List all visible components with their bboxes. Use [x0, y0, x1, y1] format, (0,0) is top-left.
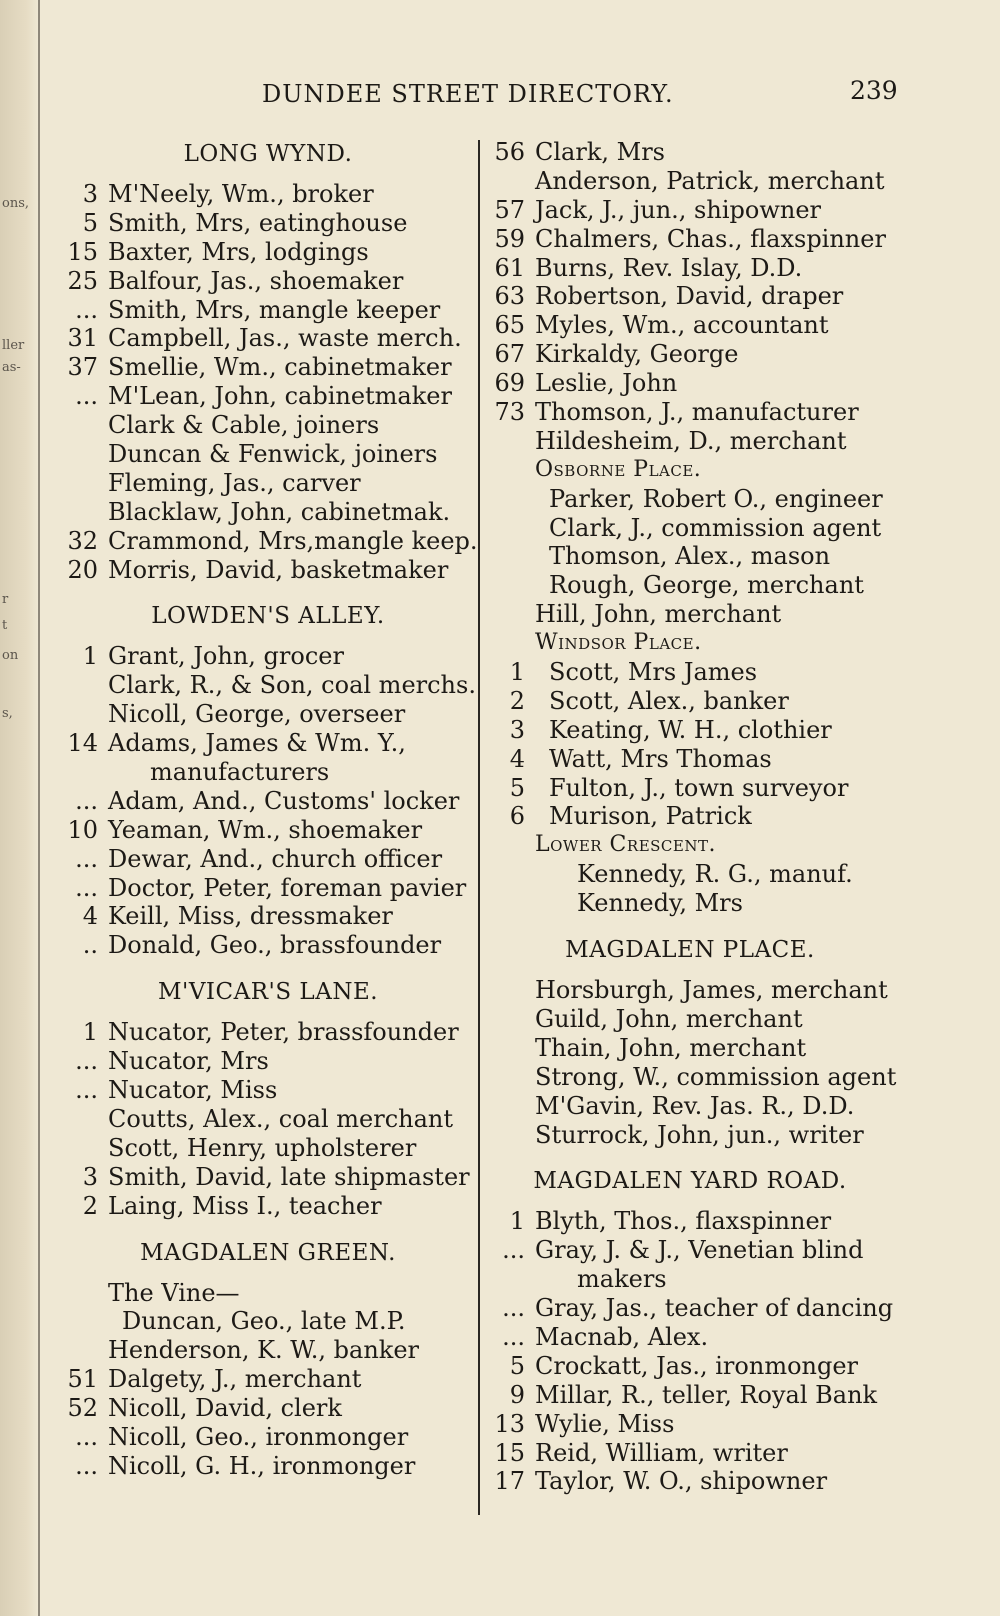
directory-entry [58, 1192, 478, 1221]
house-number: ... [502, 1236, 525, 1265]
resident-name: Wylie, Miss [535, 1409, 675, 1438]
resident-name: M'Neely, Wm., broker [108, 180, 374, 208]
directory-entry [485, 1323, 915, 1352]
house-number: 14 [67, 729, 98, 758]
directory-entry [58, 1307, 478, 1336]
directory-entry [485, 976, 915, 1005]
directory-entry [485, 774, 915, 803]
house-number [485, 1063, 535, 1092]
directory-entry [485, 196, 915, 225]
resident-name: Thomson, Alex., mason [549, 542, 831, 571]
resident-name: Strong, W., commission agent [535, 1062, 897, 1091]
house-number [485, 860, 535, 889]
resident-name: Scott, Alex., banker [549, 686, 789, 715]
house-number [58, 1307, 108, 1336]
house-number: 63 [494, 282, 525, 311]
resident-name: Scott, Henry, upholsterer [108, 1133, 417, 1162]
resident-name: Gray, J. & J., Venetian blind [535, 1236, 864, 1265]
house-number: 69 [494, 369, 525, 398]
house-number [485, 514, 535, 543]
resident-name: Anderson, Patrick, merchant [535, 166, 885, 195]
directory-entry [485, 889, 915, 918]
resident-name: Millar, R., teller, Royal Bank [535, 1380, 878, 1409]
resident-name: Dalgety, J., merchant [108, 1365, 362, 1394]
directory-entry [58, 642, 478, 671]
resident-name: Nicoll, G. H., ironmonger [108, 1451, 416, 1480]
directory-entry [58, 267, 478, 296]
resident-name: Chalmers, Chas., flaxspinner [535, 224, 886, 253]
directory-entry [485, 1236, 915, 1265]
resident-name: Macnab, Alex. [535, 1322, 709, 1351]
directory-entry [58, 1394, 478, 1423]
resident-name: Duncan & Fenwick, joiners [108, 440, 438, 469]
directory-entry [485, 167, 915, 196]
resident-name: Keating, W. H., clothier [549, 715, 832, 744]
directory-entry [58, 1163, 478, 1192]
house-number: 65 [494, 311, 525, 340]
resident-name: Leslie, John [535, 369, 678, 398]
house-number: 1 [82, 1018, 98, 1047]
resident-name: Scott, Mrs James [549, 658, 758, 687]
house-number: 13 [494, 1409, 525, 1438]
resident-name: Horsburgh, James, merchant [535, 976, 888, 1005]
left-column [58, 138, 478, 1481]
directory-entry [485, 1410, 915, 1439]
directory-entry [485, 860, 915, 889]
house-number [485, 1121, 535, 1150]
directory-entry [485, 1034, 915, 1063]
house-number: 31 [67, 324, 98, 353]
house-number: ... [502, 1294, 525, 1323]
house-number: 6 [509, 802, 525, 831]
directory-entry [58, 787, 478, 816]
house-number [58, 1105, 108, 1134]
resident-name: manufacturers [150, 758, 330, 787]
directory-entry [58, 1452, 478, 1481]
place-subheading: Osborne Place. [535, 456, 702, 482]
house-number: ... [75, 1047, 98, 1076]
resident-name: Kennedy, Mrs [577, 889, 743, 918]
resident-name: Adams, James & Wm. Y., [108, 729, 406, 758]
resident-name: Duncan, Geo., late M.P. [122, 1307, 406, 1336]
directory-entry [485, 427, 915, 456]
resident-name: Nucator, Mrs [108, 1047, 269, 1076]
resident-name: Morris, David, basketmaker [108, 555, 449, 584]
resident-name: Sturrock, John, jun., writer [535, 1120, 864, 1149]
gutter-fragment: t [2, 618, 8, 633]
directory-entry [58, 700, 478, 729]
house-number: 32 [67, 526, 98, 555]
resident-name: Taylor, W. O., shipowner [535, 1467, 828, 1496]
directory-entry [485, 802, 915, 831]
house-number: ... [75, 1076, 98, 1105]
house-number: 56 [494, 138, 525, 166]
directory-entry [485, 485, 915, 514]
directory-entry [485, 745, 915, 774]
house-number [58, 1134, 108, 1163]
directory-entry [58, 296, 478, 325]
resident-name: Dewar, And., church officer [108, 844, 443, 873]
house-number: 4 [509, 744, 525, 773]
directory-entry [58, 931, 478, 960]
gutter-fragment: ller [2, 338, 25, 353]
house-number: ... [75, 295, 98, 324]
house-number [485, 831, 535, 860]
directory-entry [485, 600, 915, 629]
resident-name: M'Lean, John, cabinetmaker [108, 382, 452, 411]
house-number: 1 [82, 642, 98, 671]
directory-entry [485, 1352, 915, 1381]
directory-entry [485, 1294, 915, 1323]
house-number [485, 427, 535, 456]
resident-name: Hill, John, merchant [535, 600, 782, 629]
resident-name: Burns, Rev. Islay, D.D. [535, 253, 803, 282]
street-heading: LONG WYND. [183, 141, 353, 167]
house-number [58, 411, 108, 440]
resident-name: Thomson, J., manufacturer [535, 398, 859, 427]
directory-entry [485, 687, 915, 716]
directory-entry [485, 1005, 915, 1034]
directory-entry [58, 1047, 478, 1076]
resident-name: Clark, J., commission agent [549, 513, 882, 542]
directory-entry [58, 874, 478, 903]
house-number [58, 671, 108, 700]
house-number: 5 [509, 773, 525, 802]
directory-entry [485, 282, 915, 311]
directory-entry [485, 514, 915, 543]
house-number: ... [75, 382, 98, 411]
resident-name: Balfour, Jas., shoemaker [108, 266, 404, 295]
house-number [58, 700, 108, 729]
resident-name: Kennedy, R. G., manuf. [577, 860, 853, 889]
column-divider [478, 140, 480, 1515]
house-number: 10 [67, 815, 98, 844]
directory-entry [58, 816, 478, 845]
house-number: ... [75, 786, 98, 815]
resident-name: Rough, George, merchant [549, 571, 864, 600]
house-number [485, 542, 535, 571]
gutter-fragment: s, [2, 706, 13, 721]
resident-name: Reid, William, writer [535, 1438, 788, 1467]
house-number: ... [75, 844, 98, 873]
house-number: 5 [509, 1351, 525, 1380]
resident-name: Myles, Wm., accountant [535, 311, 829, 340]
house-number [58, 498, 108, 527]
directory-entry [485, 138, 915, 167]
house-number [485, 1034, 535, 1063]
house-number: 59 [494, 224, 525, 253]
house-number: ... [502, 1322, 525, 1351]
house-number: 25 [67, 266, 98, 295]
directory-entry [485, 1265, 915, 1294]
house-number [58, 440, 108, 469]
page-header-title: DUNDEE STREET DIRECTORY. [262, 80, 674, 108]
resident-name: Fleming, Jas., carver [108, 468, 361, 497]
directory-entry [58, 324, 478, 353]
house-number: 51 [67, 1365, 98, 1394]
house-number: 15 [67, 237, 98, 266]
directory-entry [58, 758, 478, 787]
directory-entry [485, 1121, 915, 1150]
resident-name: Nucator, Miss [108, 1076, 278, 1105]
place-subheading-row [485, 629, 915, 658]
directory-entry [485, 1439, 915, 1468]
directory-entry [485, 716, 915, 745]
directory-entry [58, 382, 478, 411]
resident-name: Henderson, K. W., banker [108, 1336, 420, 1365]
resident-name: Adam, And., Customs' locker [108, 786, 460, 815]
directory-entry [58, 440, 478, 469]
directory-entry [58, 469, 478, 498]
directory-entry [58, 1336, 478, 1365]
resident-name: Smith, Mrs, mangle keeper [108, 295, 441, 324]
resident-name: Robertson, David, draper [535, 282, 844, 311]
directory-entry [58, 729, 478, 758]
resident-name: Smellie, Wm., cabinetmaker [108, 353, 452, 382]
street-heading: LOWDEN'S ALLEY. [151, 603, 385, 630]
resident-name: Watt, Mrs Thomas [549, 744, 772, 773]
house-number [485, 629, 535, 658]
directory-entry [58, 498, 478, 527]
directory-entry [58, 1018, 478, 1047]
directory-entry [58, 1365, 478, 1394]
house-number [485, 456, 535, 485]
directory-entry [485, 254, 915, 283]
resident-name: Clark, R., & Son, coal merchs. [108, 671, 476, 700]
house-number: 1 [509, 658, 525, 687]
binding-gutter [0, 0, 40, 1616]
house-number [485, 167, 535, 196]
resident-name: Donald, Geo., brassfounder [108, 931, 442, 960]
house-number: ... [75, 1422, 98, 1451]
directory-entry [485, 542, 915, 571]
house-number [58, 469, 108, 498]
resident-name: Hildesheim, D., merchant [535, 426, 847, 455]
directory-entry [485, 1092, 915, 1121]
directory-entry [58, 1105, 478, 1134]
resident-name: Crockatt, Jas., ironmonger [535, 1351, 859, 1380]
resident-name: Coutts, Alex., coal merchant [108, 1104, 454, 1133]
house-number: 57 [494, 195, 525, 224]
resident-name: Blacklaw, John, cabinetmak. [108, 497, 451, 526]
directory-entry [485, 311, 915, 340]
house-number [485, 1005, 535, 1034]
resident-name: M'Gavin, Rev. Jas. R., D.D. [535, 1091, 855, 1120]
house-number: 15 [494, 1438, 525, 1467]
house-number [485, 889, 535, 918]
house-number: 52 [67, 1394, 98, 1423]
resident-name: Smith, Mrs, eatinghouse [108, 208, 408, 237]
house-number [485, 976, 535, 1005]
resident-name: Laing, Miss I., teacher [108, 1191, 382, 1220]
directory-entry [485, 340, 915, 369]
resident-name: Crammond, Mrs,mangle keep. [108, 526, 478, 555]
house-number [485, 1092, 535, 1121]
house-number: 20 [67, 555, 98, 584]
directory-entry [485, 225, 915, 254]
directory-entry [58, 209, 478, 238]
resident-name: Gray, Jas., teacher of dancing [535, 1294, 894, 1323]
directory-entry [485, 1207, 915, 1236]
directory-entry [58, 1076, 478, 1105]
street-heading: MAGDALEN GREEN. [140, 1239, 396, 1266]
street-heading: MAGDALEN PLACE. [565, 937, 815, 964]
directory-entry [58, 1423, 478, 1452]
house-number [58, 1336, 108, 1365]
house-number: 5 [82, 208, 98, 237]
house-number: 3 [82, 1162, 98, 1191]
directory-entry [58, 180, 478, 209]
house-number: 2 [82, 1191, 98, 1220]
resident-name: The Vine— [108, 1278, 240, 1307]
house-number: 1 [509, 1207, 525, 1236]
resident-name: Campbell, Jas., waste merch. [108, 324, 462, 353]
place-subheading-row [485, 831, 915, 860]
place-subheading-row [485, 456, 915, 485]
house-number: 61 [494, 253, 525, 282]
resident-name: Fulton, J., town surveyor [549, 773, 849, 802]
gutter-fragment: as- [2, 360, 21, 375]
directory-entry [58, 902, 478, 931]
gutter-fragment: r [2, 592, 9, 607]
directory-entry [485, 1381, 915, 1410]
directory-entry [58, 1279, 478, 1308]
directory-entry [58, 353, 478, 382]
resident-name: Clark & Cable, joiners [108, 411, 380, 440]
house-number: ... [75, 873, 98, 902]
resident-name: Clark, Mrs [535, 138, 665, 166]
house-number [58, 1279, 108, 1308]
right-column [485, 138, 915, 1496]
directory-entry [58, 238, 478, 267]
house-number: ... [75, 1451, 98, 1480]
resident-name: Nicoll, Geo., ironmonger [108, 1422, 409, 1451]
house-number [485, 1265, 535, 1294]
directory-entry [485, 1063, 915, 1092]
house-number: 2 [509, 686, 525, 715]
house-number: 3 [509, 715, 525, 744]
house-number: 9 [509, 1380, 525, 1409]
directory-entry [485, 1467, 915, 1496]
directory-entry [58, 671, 478, 700]
resident-name: Yeaman, Wm., shoemaker [108, 815, 423, 844]
house-number: 3 [82, 180, 98, 208]
resident-name: Nucator, Peter, brassfounder [108, 1018, 459, 1047]
resident-name: Baxter, Mrs, lodgings [108, 237, 369, 266]
directory-entry [485, 658, 915, 687]
resident-name: Nicoll, George, overseer [108, 700, 406, 729]
place-subheading: Lower Crescent. [535, 832, 716, 858]
gutter-fragment: ons, [2, 196, 30, 211]
house-number: 17 [494, 1467, 525, 1496]
directory-entry [485, 571, 915, 600]
resident-name: Grant, John, grocer [108, 642, 344, 671]
directory-entry [58, 556, 478, 585]
directory-entry [485, 398, 915, 427]
resident-name: Doctor, Peter, foreman pavier [108, 873, 467, 902]
house-number [485, 600, 535, 629]
gutter-fragment: on [2, 648, 19, 663]
place-subheading: Windsor Place. [535, 630, 702, 656]
directory-entry [58, 845, 478, 874]
house-number: .. [82, 931, 98, 960]
page-number: 239 [850, 76, 898, 105]
resident-name: Keill, Miss, dressmaker [108, 902, 393, 931]
directory-entry [58, 1134, 478, 1163]
resident-name: Blyth, Thos., flaxspinner [535, 1207, 832, 1236]
house-number [485, 571, 535, 600]
directory-entry [58, 411, 478, 440]
resident-name: Kirkaldy, George [535, 340, 739, 369]
street-heading: M'VICAR'S LANE. [157, 979, 379, 1006]
resident-name: Nicoll, David, clerk [108, 1394, 342, 1423]
resident-name: makers [577, 1265, 667, 1294]
resident-name: Jack, J., jun., shipowner [535, 195, 821, 224]
house-number: 73 [494, 398, 525, 427]
house-number [58, 758, 108, 787]
street-heading: MAGDALEN YARD ROAD. [533, 1168, 847, 1195]
house-number [485, 485, 535, 514]
resident-name: Parker, Robert O., engineer [549, 484, 883, 513]
directory-entry [485, 369, 915, 398]
house-number: 67 [494, 340, 525, 369]
resident-name: Murison, Patrick [549, 802, 752, 831]
house-number: 4 [82, 902, 98, 931]
house-number: 37 [67, 353, 98, 382]
resident-name: Guild, John, merchant [535, 1004, 803, 1033]
resident-name: Smith, David, late shipmaster [108, 1162, 470, 1191]
directory-entry [58, 527, 478, 556]
resident-name: Thain, John, merchant [535, 1033, 807, 1062]
